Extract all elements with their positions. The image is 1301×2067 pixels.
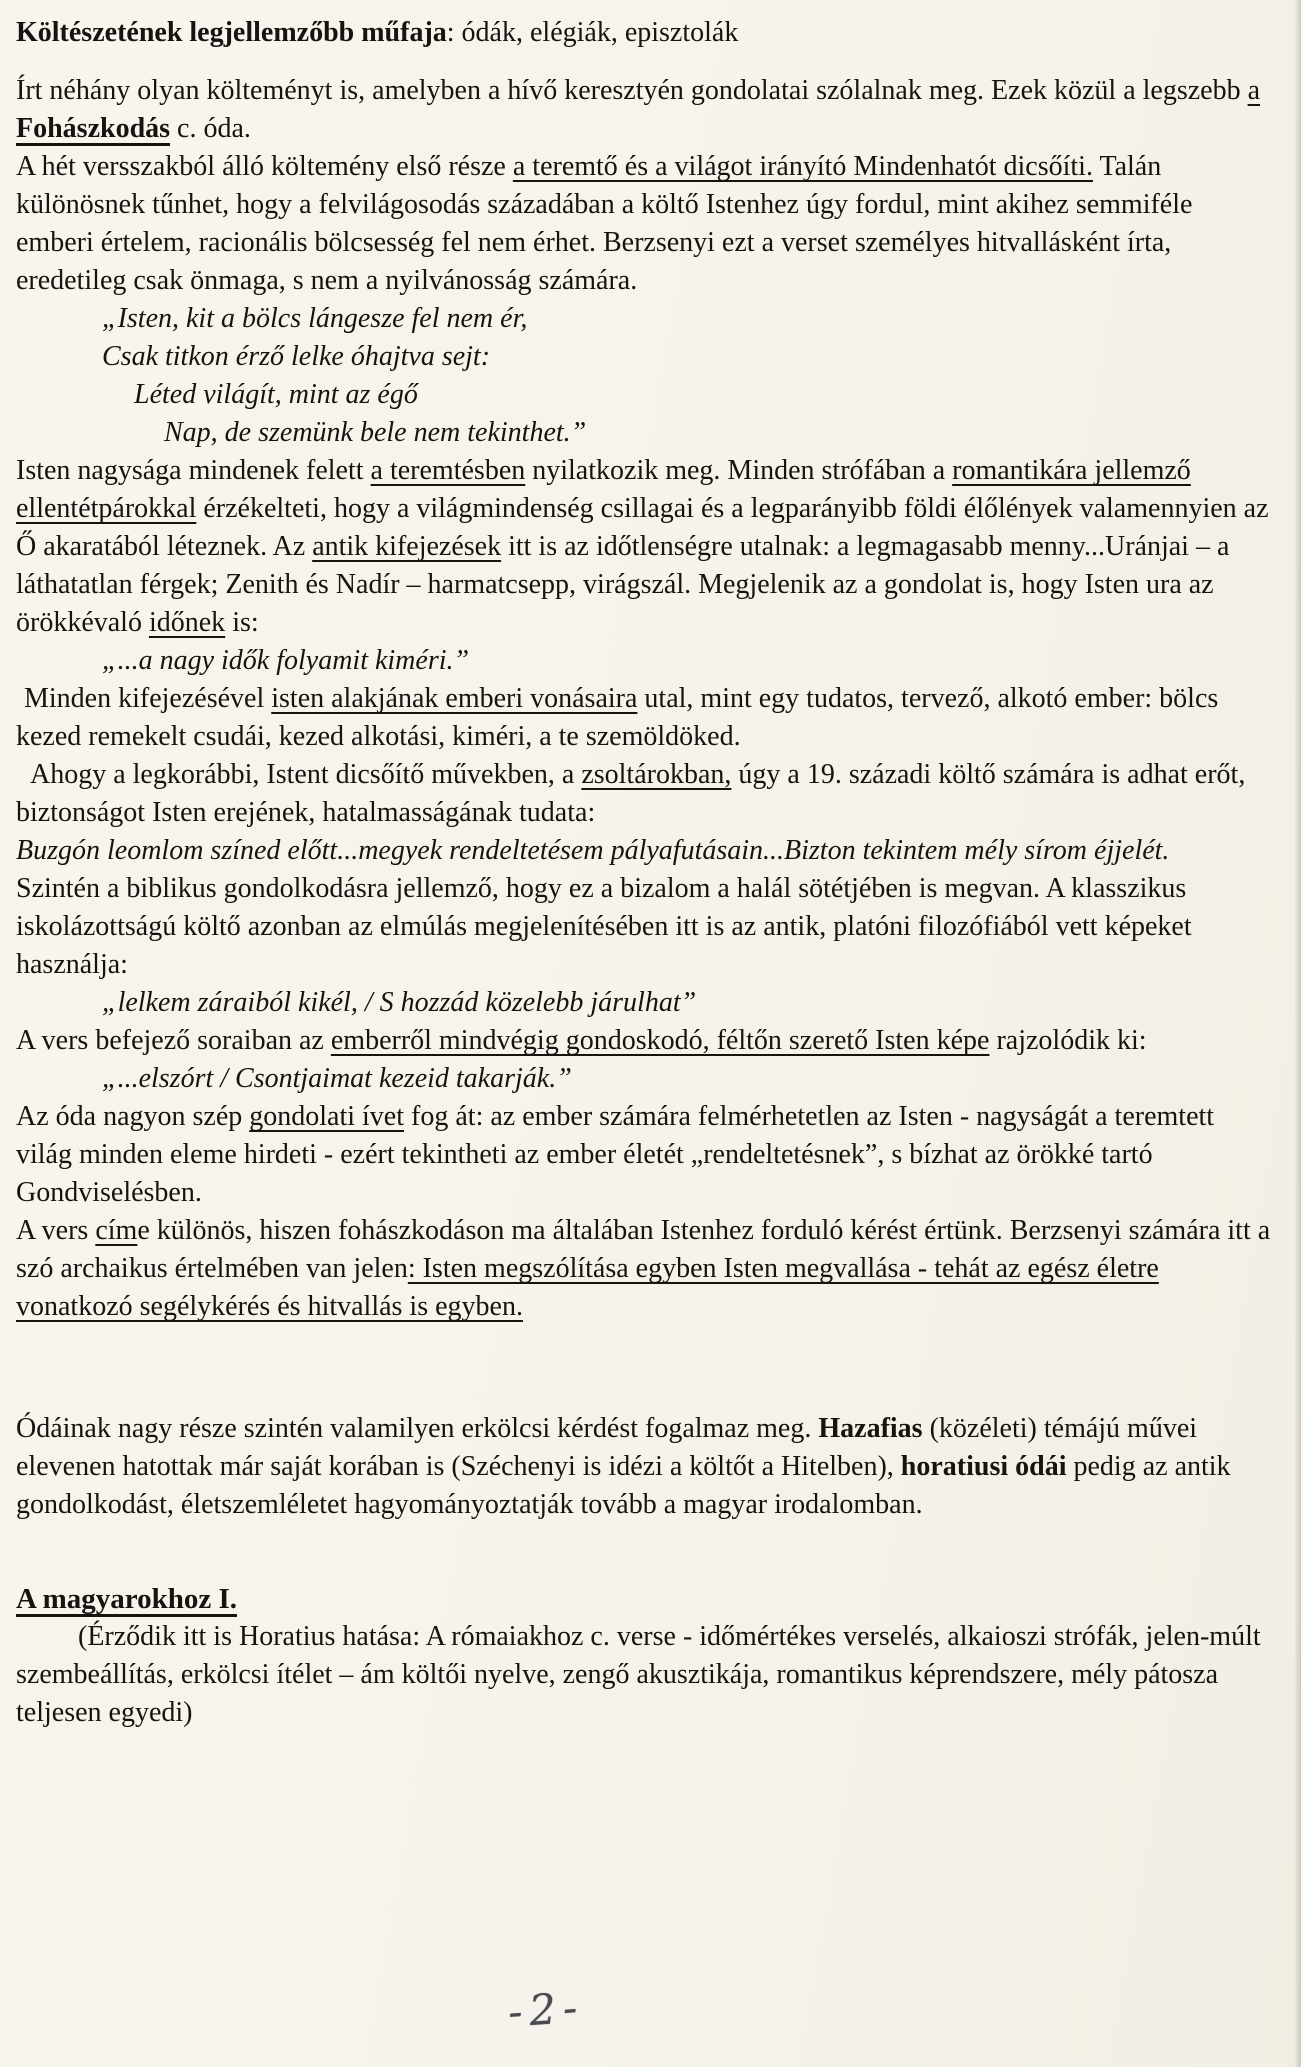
- paragraph-fohaszkodas-intro: [16, 72, 1273, 148]
- paragraph-zsoltarok: [16, 756, 1273, 832]
- text-segment: Talán különösnek tűnhet, hogy a felvilágosodás századában a költő Istenhez úgy fordul, mint akihez semmiféle emberi értelem, racionális bölcsesség fel nem érhet. Berzsenyi ezt a verset személyes hitvallásként írta, eredetileg csak önmaga, s nem a nyilvánosság számára.: [16, 151, 1193, 296]
- paragraph-vers-cime: [16, 1212, 1273, 1326]
- text-segment-bold: horatiusi ódái: [900, 1451, 1067, 1482]
- text-segment-underlined: a: [1247, 75, 1261, 106]
- text-segment: Az óda nagyon szép: [16, 1101, 250, 1132]
- text-segment: pedig az antik gondolkodást, életszemléletet hagyományoztatják tovább a magyar irodalomban.: [16, 1451, 1231, 1520]
- text-segment: A vers befejező soraiban az: [16, 1025, 331, 1056]
- quote-line: „...elszórt / Csontjaimat kezeid takarják.”: [102, 1063, 572, 1094]
- quote-paragraph-buzgon: Buzgón leomlom színed előtt...megyek rendeltetésem pályafutásain...Bizton tekintem mély sírom éjjelét.: [16, 835, 1170, 866]
- doc-title-rest: : ódák, elégiák, episztolák: [446, 17, 739, 48]
- poem-quote-block: [16, 300, 1273, 452]
- section-heading-text: A magyarokhoz I.: [16, 1583, 238, 1615]
- text-segment: Minden kifejezésével: [24, 683, 272, 714]
- text-segment: A hét versszakból álló költemény első része: [16, 151, 513, 182]
- paragraph-first-part: [16, 148, 1273, 300]
- text-segment-bold-underlined: Fohászkodás: [16, 113, 171, 144]
- text-segment: Isten nagysága mindenek felett: [16, 455, 371, 486]
- text-segment-bold: Hazafias: [818, 1413, 923, 1444]
- paragraph-gondolati-iv: [16, 1098, 1273, 1212]
- quote-line: „lelkem záraiból kikél, / S hozzád közelebb járulhat”: [102, 987, 697, 1018]
- text-segment: Ódáinak nagy része szintén valamilyen erkölcsi kérdést fogalmaz meg.: [16, 1413, 819, 1444]
- text-segment-underlined: cím: [95, 1215, 138, 1246]
- text-segment: (közéleti) témájú művei elevenen hatottak már saját korában is (Széchenyi is idézi a költőt a Hitelben),: [16, 1413, 1198, 1482]
- text-segment-underlined: : Isten megszólítása egyben Isten megvallása - tehát az egész életre vonatkozó segélykérés és hitvallás is egyben.: [16, 1253, 1159, 1322]
- text-segment: c. óda.: [170, 113, 251, 144]
- text-segment-underlined: gondolati ívet: [249, 1101, 405, 1132]
- text-segment-underlined: antik kifejezések: [312, 531, 502, 562]
- paragraph-odak-hazafias: [16, 1410, 1273, 1524]
- text-segment: fog át: az ember számára felmérhetetlen az Isten - nagyságát a teremtett világ minden eleme hirdeti - ezért tekintheti az ember életét „rendeltetésnek”, s bízhat az örökké tartó Gondviselésben.: [16, 1101, 1215, 1208]
- section-heading-a-magyarokhoz: [16, 1580, 1273, 1618]
- text-segment: Írt néhány olyan költeményt is, amelyben a hívő keresztyén gondolatai szólalnak meg. Ezek közül a legszebb: [16, 75, 1248, 106]
- text-segment: e különös, hiszen fohászkodáson ma általában Istenhez forduló kérést értünk. Berzsenyi számára itt a szó archaikus értelmében van jelen: [16, 1215, 1271, 1284]
- poem-line: Léted világít, mint az égő: [134, 379, 418, 410]
- text-segment: rajzolódik ki:: [989, 1025, 1147, 1056]
- paragraph-befejezo-sorok: [16, 1022, 1273, 1060]
- text-segment: érzékelteti, hogy a világmindenség csillagai és a legparányibb földi élőlények valamennyien az Ő akaratából léteznek. Az: [16, 493, 1269, 562]
- text-segment: A vers: [16, 1215, 96, 1246]
- text-segment: is:: [225, 607, 259, 638]
- text-segment-underlined: a teremtő és a világot irányító Mindenhatót dicsőíti.: [512, 151, 1093, 182]
- text-segment: Ahogy a legkorábbi, Istent dicsőítő művekben, a: [30, 759, 582, 790]
- text-segment-underlined: zsoltárokban,: [581, 759, 732, 790]
- poem-line: Nap, de szemünk bele nem tekinthet.”: [164, 417, 587, 448]
- text-segment-underlined: a teremtésben: [370, 455, 526, 486]
- text-segment-underlined: időnek: [148, 607, 226, 638]
- quote-line: „...a nagy idők folyamit kiméri.”: [102, 645, 470, 676]
- doc-title-bold: Költészetének legjellemzőbb műfaja: [16, 17, 447, 48]
- paragraph-biblikus: Szintén a biblikus gondolkodásra jellemző, hogy ez a bizalom a halál sötétjében is megvan. A klasszikus iskolázottságú költő azonban az elmúlás megjelenítésében itt is az antik, platóni filozófiából vett képeket használja:: [16, 873, 1192, 980]
- text-segment-underlined: emberről mindvégig gondoskodó, féltőn szerető Isten képe: [330, 1025, 990, 1056]
- paragraph-horatius-hatasa: (Érződik itt is Horatius hatása: A rómaiakhoz c. verse - időmértékes verselés, alkaioszi strófák, jelen-múlt szembeállítás, erkölcsi ítélet – ám költői nyelve, zengő akusztikája, romantikus képrendszere, mély pátosza teljesen egyedi): [16, 1621, 1261, 1728]
- poem-line: Csak titkon érző lelke óhajtva sejt:: [102, 341, 491, 372]
- paragraph-minden-kifejezesevel: [16, 680, 1273, 756]
- text-segment: nyilatkozik meg. Minden strófában a: [525, 455, 953, 486]
- doc-title: [16, 14, 1273, 52]
- text-segment-underlined: romantikára jellemző ellentétpárokkal: [16, 455, 1191, 524]
- text-segment: utal, mint egy tudatos, tervező, alkotó ember: bölcs kezed remekelt csudái, kezed alkotási, kiméri, a te szemöldöked.: [16, 683, 1219, 752]
- paragraph-isten-nagysaga: [16, 452, 1273, 642]
- page-number: -2-: [506, 1982, 586, 2037]
- poem-line: „Isten, kit a bölcs lángesze fel nem ér,: [102, 303, 528, 334]
- text-segment-underlined: isten alakjának emberi vonásaira: [271, 683, 638, 714]
- text-segment: úgy a 19. századi költő számára is adhat erőt, biztonságot Isten erejének, hatalmasságának tudata:: [16, 759, 1246, 828]
- text-segment: itt is az időtlenségre utalnak: a legmagasabb menny...Uránjai – a láthatatlan férgek; Zenith és Nadír – harmatcsepp, virágszál. Megjelenik az a gondolat is, hogy Isten ura az örökkévaló: [16, 531, 1230, 638]
